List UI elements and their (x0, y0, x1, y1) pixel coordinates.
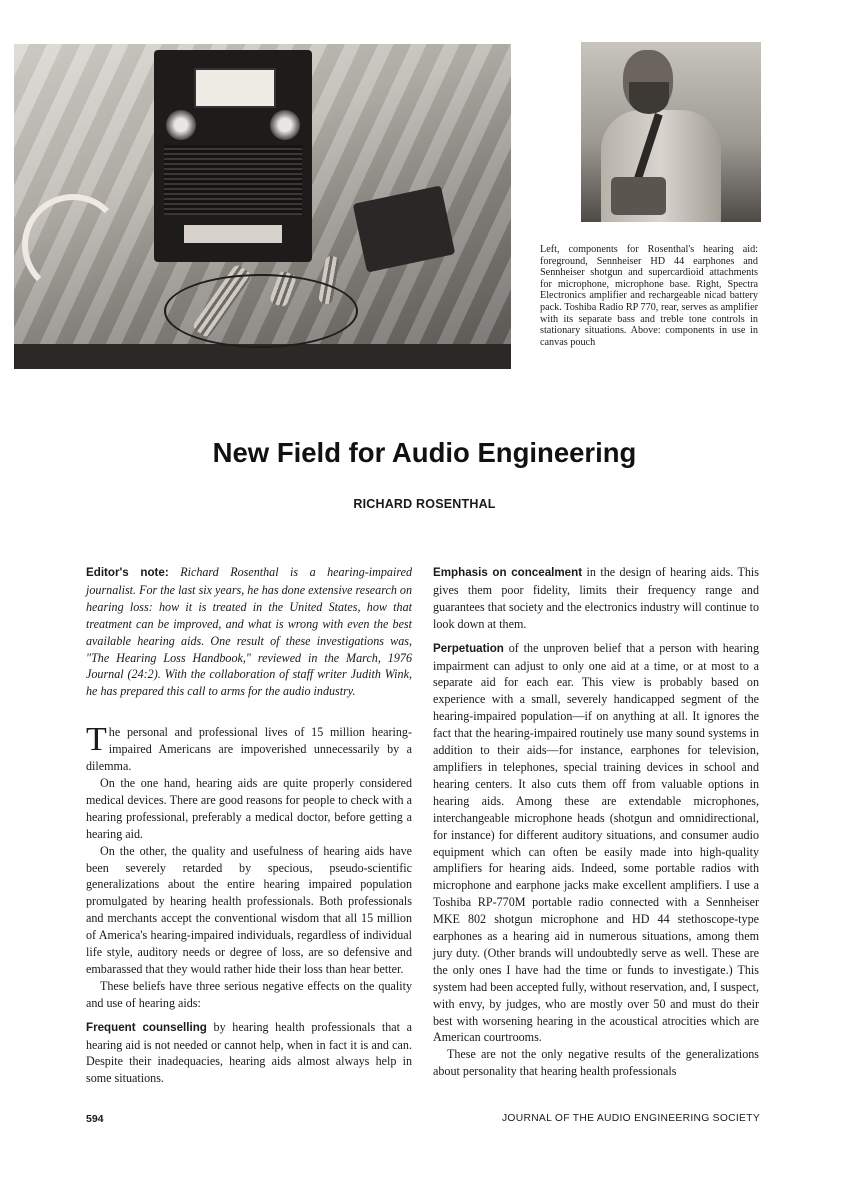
left-column (86, 564, 412, 1087)
equipment-photo (14, 44, 511, 369)
editors-note (86, 564, 412, 700)
editors-note-body: Richard Rosenthal is a hearing-impaired journalist. For the last six years, he has done extensive research on hearing loss: how it is treated in the United States, how that treatment can be improved, and what is wrong with even the best available hearing aids. One result of these investigations was, "The Hearing Loss Handbook," reviewed in the March, 1976 Journal (24:2). With the collaboration of staff writer Judith Wink, he has prepared this call to arms for the audio industry. (86, 565, 412, 699)
paragraph-text: of the unproven belief that a person with hearing impairment can adjust to only one aid at a time, or at most to a separate aid for each ear. This view is probably based on experience with a small, severely handicapped segment of the hearing-impaired population—if on anything at all. It ignores the fact that the hearing-impaired routinely use many sound systems in addition to their aids—for instance, earphones for television, amplifiers in telephones, special training devices in school and hearing centers. It also cuts them off from valuable options in hearing aids. Among these are extendable microphones, interchangeable microphone heads (shotgun and omnidirectional, for instance) for different auditory situations, and consumer audio equipment which can often be easily made into high-quality amplifiers for hearing aids. Indeed, some portable radios with microphone and earphone jacks make excellent amplifiers. I use a Toshiba RP-770M portable radio connected with a Sennheiser MKE 802 shotgun microphone and HD 44 stethoscope-type earphones as a hearing aid in numerous situations, among them jury duty. (Other brands will undoubtedly serve as well. These are the only ones I have had the time or funds to investigate.) This system had been accepted fully, without reservation, and, I suspect, with envy, by judges, who are mostly over 50 and must do their best with worsening hearing in the acoustical atrocities which are American courtrooms. (433, 640, 759, 1045)
paragraph-text: he personal and professional lives of 15 million hearing-impaired Americans are impoverished unnecessarily by a dilemma. (86, 725, 412, 774)
drop-cap: T (86, 721, 107, 759)
spacer (433, 633, 759, 640)
radio-speaker-grille (164, 145, 302, 215)
effect-perpetuation (433, 640, 759, 1047)
journal-name: JOURNAL OF THE AUDIO ENGINEERING SOCIETY (501, 1113, 760, 1124)
cable (164, 274, 358, 348)
editors-note-lead: Editor's note: (86, 566, 169, 579)
opening-paragraph (86, 721, 412, 775)
run-in-heading: Perpetuation (433, 641, 504, 655)
paragraph: These beliefs have three serious negative effects on the quality and use of hearing aids: (86, 978, 412, 1010)
toshiba-radio (154, 50, 312, 262)
spacer (86, 700, 412, 724)
hd44-earphones (22, 194, 124, 296)
spacer (86, 1012, 412, 1019)
paragraph-text: by hearing health professionals that a hearing aid is not needed or cannot help, when in fact it is and can. Despite their inadequacies, hearing aids almost always help in some situations. (86, 1019, 413, 1086)
run-in-heading: Emphasis on concealment (433, 566, 583, 579)
paragraph-text: in the design of hearing aids. This gives them poor fidelity, limits their frequency range and guarantees that society and the electronics industry will continue to look down at them. (433, 565, 759, 631)
right-column (433, 564, 759, 1080)
canvas-pouch (611, 177, 666, 215)
article-author: RICHARD ROSENTHAL (353, 497, 496, 511)
author-portrait-photo (581, 42, 761, 222)
paragraph: On the one hand, hearing aids are quite properly considered medical devices. There are good reasons for people to check with a hearing professional, preferably a medical doctor, before getting a hearing aid. (86, 775, 412, 841)
paragraph: These are not the only negative results of the generalizations about personality that hearing health professionals (433, 1047, 759, 1079)
portrait-beard (629, 82, 669, 114)
radio-dial (194, 68, 276, 108)
radio-knob-left (166, 110, 196, 140)
radio-knob-right (270, 110, 300, 140)
radio-label-plate (184, 225, 282, 243)
article-title: New Field for Audio Engineering (212, 437, 637, 468)
photo-caption: Left, components for Rosenthal's hearing aid: foreground, Sennheiser HD 44 earphones and Sennheiser shotgun and supercardioid attachments for microphone, microphone base. Right, Spectra Electronics amplifier and rechargeable nicad battery pack. Toshiba Radio RP 770, rear, serves as amplifier with its separate bass and treble tone controls in stationary situations. Above: components in use in canvas pouch (540, 244, 758, 348)
page-number: 594 (86, 1113, 104, 1125)
effect-emphasis-on-concealment (433, 564, 759, 633)
run-in-heading: Frequent counselling (86, 1020, 207, 1034)
effect-frequent-counselling (86, 1019, 412, 1088)
paragraph: On the other, the quality and usefulness of hearing aids have been severely retarded by specious, pseudo-scientific generalizations about the entire hearing impaired population promulgated by hearing health professionals. Both professionals and merchants accept the conventional wisdom that all 15 million of America's hearing-impaired individuals, regardless of individual life style, auditory needs or degree of loss, are so defensive and embarassed that they would rather hide their loss than hear better. (86, 843, 412, 976)
